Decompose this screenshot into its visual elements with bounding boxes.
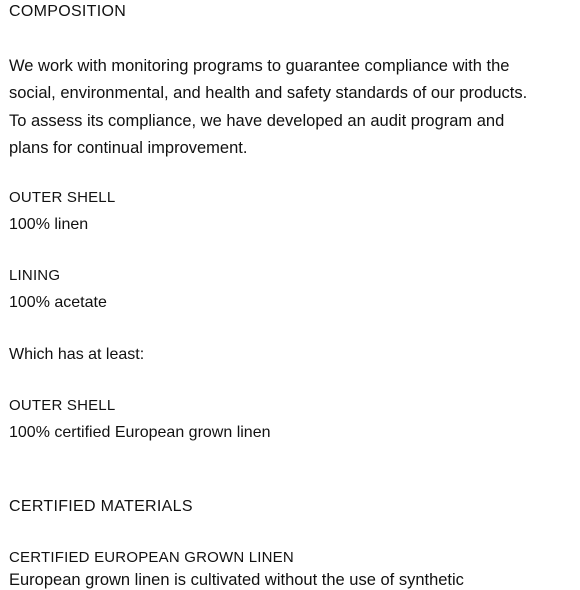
certified-linen-label: CERTIFIED EUROPEAN GROWN LINEN xyxy=(9,549,294,566)
certified-outer-shell-material: 100% certified European grown linen xyxy=(9,424,271,441)
compliance-line: We work with monitoring programs to guarantee compliance with the xyxy=(9,57,510,75)
certified-materials-heading: CERTIFIED MATERIALS xyxy=(9,498,193,515)
outer-shell-label: OUTER SHELL xyxy=(9,189,116,206)
lining-label: LINING xyxy=(9,267,61,284)
compliance-paragraph xyxy=(9,53,579,162)
lining-material: 100% acetate xyxy=(9,294,107,311)
compliance-line: plans for continual improvement. xyxy=(9,138,248,157)
certified-linen-description: European grown linen is cultivated without the use of synthetic xyxy=(9,571,464,589)
outer-shell-material: 100% linen xyxy=(9,216,89,233)
composition-heading: COMPOSITION xyxy=(9,3,127,20)
compliance-line: To assess its compliance, we have developed an audit program and xyxy=(9,111,505,130)
compliance-line: social, environmental, and health and safety standards of our products. xyxy=(9,84,528,103)
at-least-label: Which has at least: xyxy=(9,346,145,363)
certified-outer-shell-label: OUTER SHELL xyxy=(9,397,116,414)
